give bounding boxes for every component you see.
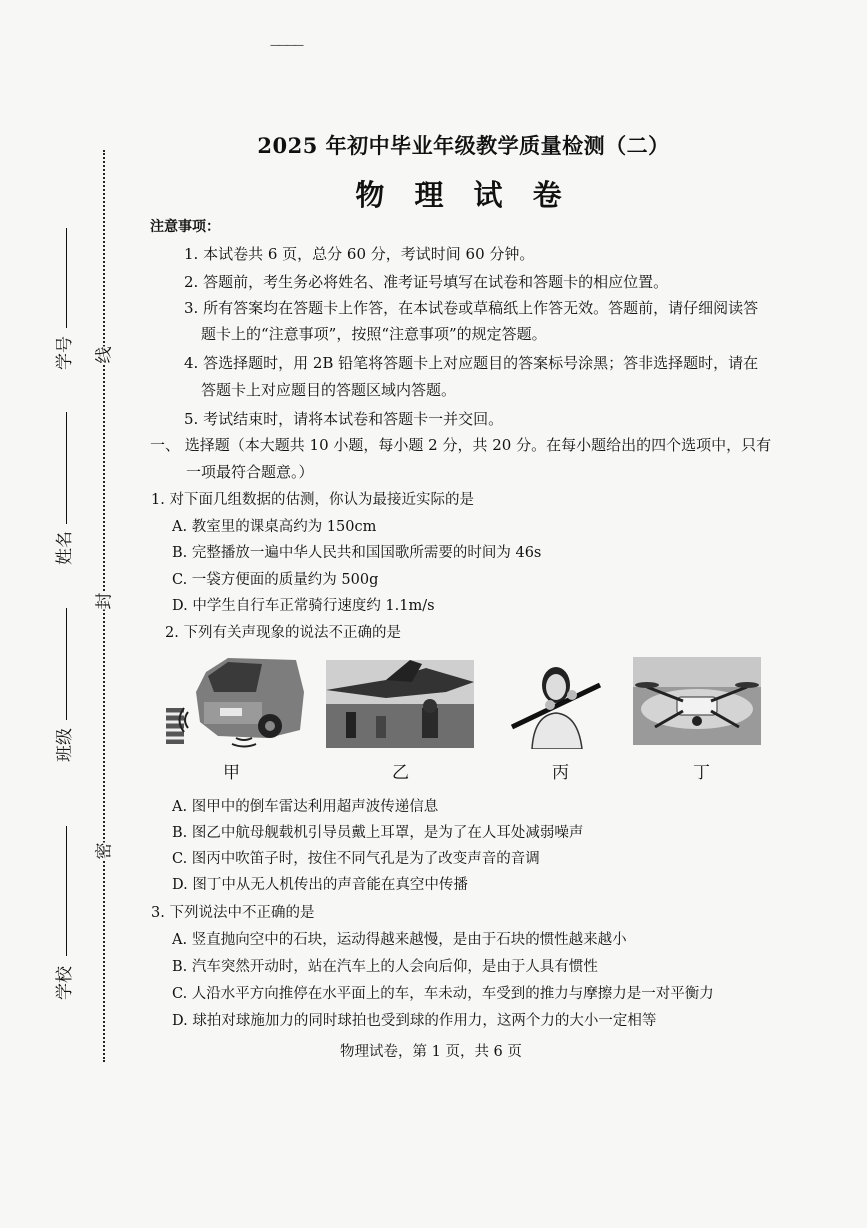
option-a: A. 图甲中的倒车雷达利用超声波传递信息	[172, 799, 439, 815]
subject-title: 物 理 试 卷	[355, 178, 572, 212]
section-heading: 一项最符合题意。）	[186, 463, 314, 481]
seal-char-seal: 封	[94, 592, 115, 610]
carrier-aircraft-image	[326, 660, 474, 748]
figure-caption: 丁	[693, 763, 710, 783]
student-id-label: 学号	[55, 336, 75, 370]
option-a: A. 教室里的课桌高约为 150cm	[172, 519, 377, 535]
notice-heading: 注意事项：	[150, 219, 220, 235]
option-d: D. 图丁中从无人机传出的声音能在真空中传播	[172, 877, 468, 893]
notice-item: 1. 本试卷共 6 页，总分 60 分，考试时间 60 分钟。	[184, 245, 535, 263]
class-label: 班级	[55, 728, 75, 762]
option-a: A. 竖直抛向空中的石块，运动得越来越慢，是由于石块的惯性越来越小	[172, 932, 627, 948]
figure-caption: 甲	[223, 763, 240, 783]
option-b: B. 完整播放一遍中华人民共和国国歌所需要的时间为 46s	[172, 545, 542, 561]
option-d: D. 中学生自行车正常骑行速度约 1.1m/s	[172, 598, 435, 614]
seal-char-line: 线	[94, 346, 115, 364]
option-c: C. 图丙中吹笛子时，按住不同气孔是为了改变声音的音调	[172, 851, 540, 867]
page-footer: 物理试卷，第 1 页，共 6 页	[340, 1044, 522, 1060]
notice-item: 2. 答题前，考生务必将姓名、准考证号填写在试卷和答题卡的相应位置。	[184, 273, 669, 291]
option-c: C. 一袋方便面的质量约为 500g	[172, 572, 379, 588]
section-heading: 一、 选择题（本大题共 10 小题，每小题 2 分，共 20 分。在每小题给出的四个选项中，只有	[150, 436, 772, 454]
option-b: B. 汽车突然开动时，站在汽车上的人会向后仰，是由于人具有惯性	[172, 959, 598, 975]
name-line	[66, 412, 67, 524]
flute-player-image	[510, 655, 602, 749]
question-stem: 3. 下列说法中不正确的是	[151, 905, 315, 921]
reverse-radar-car-image	[158, 652, 306, 748]
figure-caption: 乙	[392, 763, 409, 783]
option-b: B. 图乙中航母舰载机引导员戴上耳罩，是为了在人耳处减弱噪声	[172, 825, 584, 841]
notice-item: 3. 所有答案均在答题卡上作答，在本试卷或草稿纸上作答无效。答题前，请仔细阅读答	[184, 299, 759, 317]
notice-item: 4. 答选择题时，用 2B 铅笔将答题卡上对应题目的答案标号涂黑；答非选择题时，请在	[184, 354, 759, 372]
question-stem: 1. 对下面几组数据的估测，你认为最接近实际的是	[151, 492, 474, 508]
class-line	[66, 608, 67, 720]
student-id-line	[66, 228, 67, 328]
school-label: 学校	[55, 966, 75, 1000]
question-stem: 2. 下列有关声现象的说法不正确的是	[165, 625, 401, 641]
notice-item: 5. 考试结束时，请将本试卷和答题卡一并交回。	[184, 410, 504, 428]
name-label: 姓名	[55, 531, 75, 565]
option-d: D. 球拍对球施加力的同时球拍也受到球的作用力，这两个力的大小一定相等	[172, 1013, 657, 1029]
figure-caption: 丙	[552, 763, 569, 783]
notice-item: 题卡上的“注意事项”，按照“注意事项”的规定答题。	[201, 325, 547, 343]
option-c: C. 人沿水平方向推停在水平面上的车，车未动，车受到的推力与摩擦力是一对平衡力	[172, 986, 714, 1002]
school-line	[66, 826, 67, 956]
exam-title: 2025 年初中毕业年级教学质量检测（二）	[257, 133, 670, 158]
notice-item: 答题卡上对应题目的答题区域内答题。	[201, 381, 457, 399]
seal-char-secret: 密	[94, 842, 115, 860]
drone-image	[633, 657, 761, 745]
top-mark: ————	[270, 40, 302, 51]
